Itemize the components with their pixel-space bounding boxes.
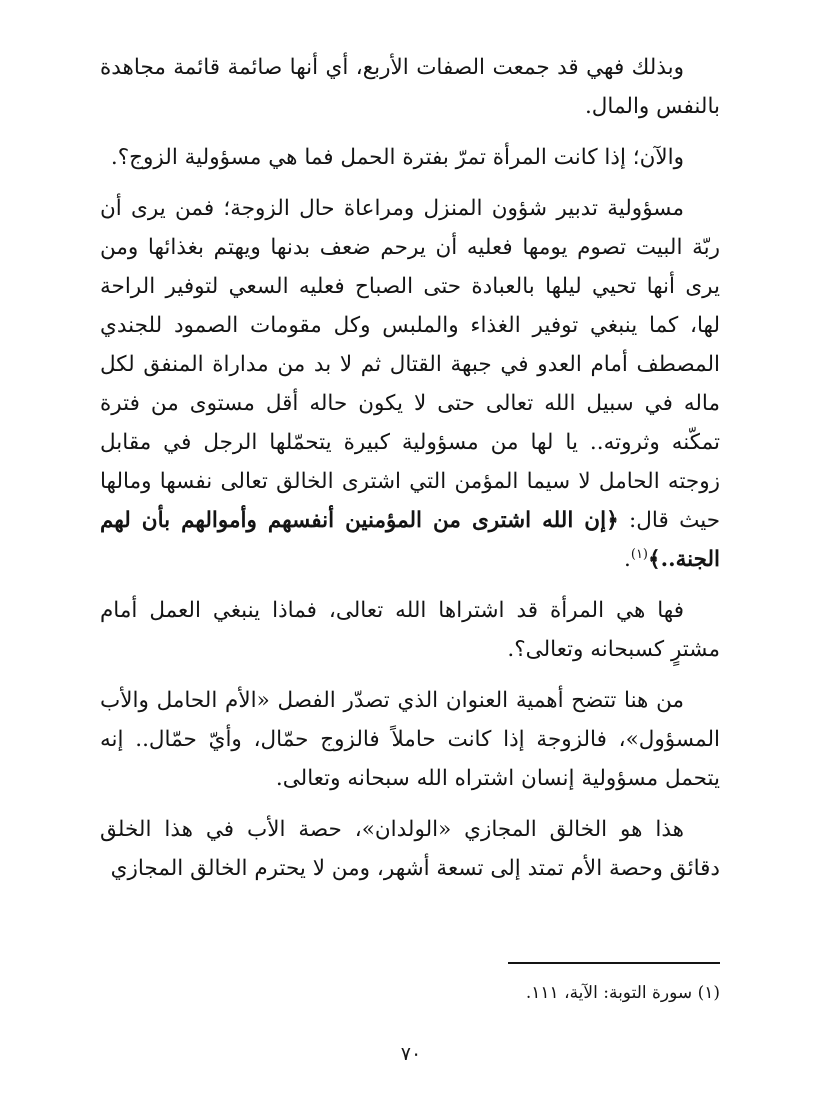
footnote-divider xyxy=(508,962,720,964)
page-number: ٧٠ xyxy=(400,1043,422,1065)
paragraph-2-text: والآن؛ إذا كانت المرأة تمرّ بفترة الحمل فما هي مسؤولية الزوج؟. xyxy=(110,145,684,170)
paragraph-3 xyxy=(100,189,720,579)
footnote-text: سورة التوبة: الآية، ١١١. xyxy=(525,983,693,1003)
paragraph-2 xyxy=(100,138,720,177)
paragraph-6 xyxy=(100,810,720,888)
paragraph-4-text: فها هي المرأة قد اشتراها الله تعالى، فماذا ينبغي العمل أمام مشترٍ كسبحانه وتعالى؟. xyxy=(100,598,720,662)
paragraph-3-text: مسؤولية تدبير شؤون المنزل ومراعاة حال الزوجة؛ فمن يرى أن ربّة البيت تصوم يومها فعليه أن يرحم ضعف بدنها ويهتم بغذائها ومن يرى أنها تحيي ليلها بالعبادة حتى الصباح فعليه السعي لتوفير الراحة لها، كما ينبغي توفير الغذاء والملبس وكل مقومات الصمود للجندي المصطف أمام العدو في جبهة القتال ثم لا بد من مداراة المنفق لكل ماله في سبيل الله تعالى حتى لا يكون حاله أقل مستوى من فترة تمكّنه وثروته.. يا لها من مسؤولية كبيرة يتحمّلها الرجل في مقابل زوجته الحامل لا سيما المؤمن التي اشترى الخالق تعالى نفسها ومالها حيث قال: xyxy=(100,196,720,533)
footnote-reference[interactable]: (١) xyxy=(630,546,648,562)
paragraph-1 xyxy=(100,48,720,126)
paragraph-1-text: وبذلك فهي قد جمعت الصفات الأربع، أي أنها صائمة قائمة مجاهدة بالنفس والمال. xyxy=(100,55,720,119)
page-body xyxy=(100,48,720,900)
paragraph-3-end: . xyxy=(624,547,631,572)
footnote-number: (١) xyxy=(697,983,720,1003)
paragraph-5 xyxy=(100,681,720,798)
paragraph-4 xyxy=(100,591,720,669)
quran-quote: ﴿إن الله اشترى من المؤمنين أنفسهم وأموالهم بأن لهم الجنة..﴾ xyxy=(100,508,720,572)
footnote xyxy=(380,980,720,1006)
paragraph-6-text: هذا هو الخالق المجازي «الولدان»، حصة الأب في هذا الخلق دقائق وحصة الأم تمتد إلى تسعة أشهر، ومن لا يحترم الخالق المجازي xyxy=(100,817,720,881)
paragraph-5-text: من هنا تتضح أهمية العنوان الذي تصدّر الفصل «الأم الحامل والأب المسؤول»، فالزوجة إذا كانت حاملاً فالزوج حمّال، وأيّ حمّال.. إنه يتحمل مسؤولية إنسان اشتراه الله سبحانه وتعالى. xyxy=(100,688,720,791)
